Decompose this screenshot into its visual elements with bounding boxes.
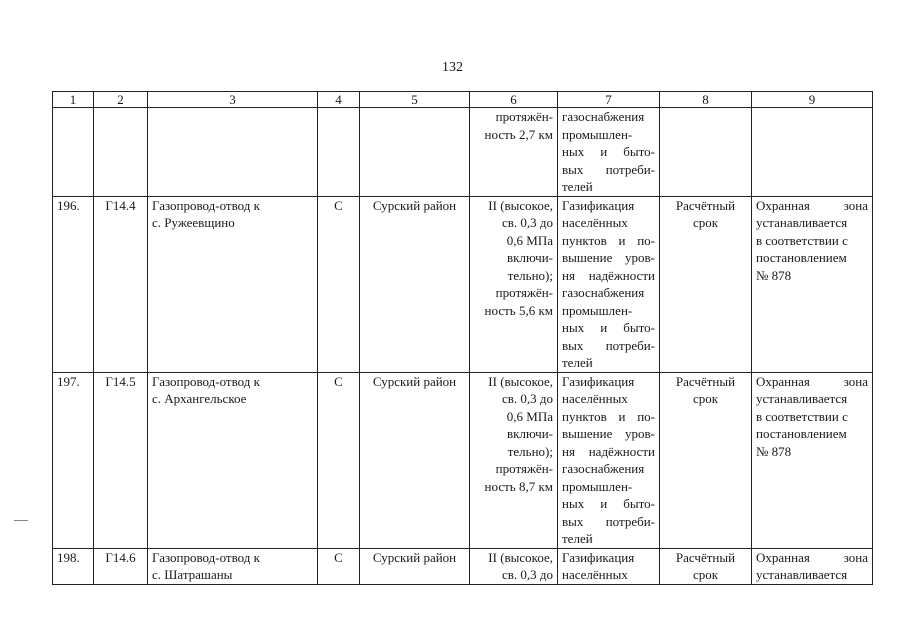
row-district: Сурский район [360, 372, 470, 548]
table-row [53, 548, 873, 584]
purpose-line: пунктов и по- [562, 232, 655, 248]
purpose-line: газоснабжения [562, 461, 645, 476]
purpose-line: населённых [562, 567, 628, 582]
purpose-line: промышлен- [562, 478, 633, 494]
row-type: С [318, 196, 360, 372]
row-district: Сурский район [360, 548, 470, 584]
purpose-line: газоснабжения [562, 285, 645, 300]
purpose-line: ных и быто- [562, 496, 655, 511]
term-line: Расчётный [675, 197, 736, 213]
params-line: протяжён- [495, 461, 553, 476]
purpose-line: Газификация [562, 197, 635, 213]
cont-purpose-line: ных и быто- [562, 144, 655, 159]
cont-purpose-line: газоснабжения [562, 109, 645, 124]
zone-line: в соответствии с [756, 232, 848, 248]
zone-line: постановлением [756, 426, 847, 441]
object-name-line: с. Ружеевщино [152, 215, 235, 230]
params-line: св. 0,3 до [501, 567, 553, 582]
params-line: св. 0,3 до [501, 391, 553, 406]
row-protection-zone [752, 548, 873, 584]
zone-line: № 878 [756, 443, 792, 459]
term-line: срок [692, 215, 719, 230]
params-line: II (высокое, [488, 373, 553, 389]
zone-line: в соответствии с [756, 408, 848, 424]
params-line: тельно); [507, 443, 553, 459]
cont-params-cell [470, 108, 558, 197]
row-code: Г14.6 [94, 548, 148, 584]
row-type: С [318, 372, 360, 548]
term-line: срок [692, 391, 719, 406]
header-col-4: 4 [318, 92, 360, 108]
params-line: 0,6 МПа [506, 232, 553, 248]
params-line: II (высокое, [488, 549, 553, 565]
zone-line: устанавливается [756, 567, 848, 582]
header-col-7: 7 [558, 92, 660, 108]
header-col-1: 1 [53, 92, 94, 108]
object-name-line: с. Архангельское [152, 391, 247, 406]
cont-cell-2 [94, 108, 148, 197]
zone-line: Охранная зона [756, 373, 868, 389]
table-row [53, 196, 873, 372]
row-purpose [558, 196, 660, 372]
object-name-line: Газопровод-отвод к [152, 373, 260, 389]
header-col-3: 3 [148, 92, 318, 108]
row-protection-zone [752, 196, 873, 372]
row-purpose [558, 372, 660, 548]
purpose-line: ня надёжности [562, 267, 655, 283]
cont-cell-3 [148, 108, 318, 197]
purpose-line: вых потреби- [562, 337, 655, 353]
purpose-line: населённых [562, 391, 628, 406]
row-object-name [148, 548, 318, 584]
zone-line: Охранная зона [756, 197, 868, 213]
params-line: ность 5,6 км [484, 302, 553, 318]
purpose-line: вышение уров- [562, 250, 655, 265]
row-term [660, 548, 752, 584]
purpose-line: телей [562, 531, 593, 546]
params-line: включи- [507, 250, 553, 265]
row-number: 196. [53, 196, 94, 372]
purpose-line: ных и быто- [562, 320, 655, 335]
purpose-line: ня надёжности [562, 443, 655, 459]
zone-line: постановлением [756, 250, 847, 265]
row-params [470, 548, 558, 584]
cont-purpose-line: промышлен- [562, 126, 633, 142]
term-line: срок [692, 567, 719, 582]
params-line: св. 0,3 до [501, 215, 553, 230]
scan-mark [14, 520, 28, 521]
row-purpose [558, 548, 660, 584]
row-term [660, 372, 752, 548]
row-term [660, 196, 752, 372]
params-line: включи- [507, 426, 553, 441]
cont-cell-8 [660, 108, 752, 197]
row-type: С [318, 548, 360, 584]
purpose-line: вых потреби- [562, 513, 655, 529]
cont-cell-5 [360, 108, 470, 197]
purpose-line: промышлен- [562, 302, 633, 318]
object-name-line: Газопровод-отвод к [152, 549, 260, 565]
header-row [53, 92, 873, 108]
zone-line: № 878 [756, 267, 792, 283]
header-col-9: 9 [752, 92, 873, 108]
cont-purpose-cell [558, 108, 660, 197]
row-params [470, 196, 558, 372]
gas-pipeline-registry-table [52, 91, 873, 585]
continuation-row [53, 108, 873, 197]
cont-purpose-line: телей [562, 179, 593, 194]
purpose-line: вышение уров- [562, 426, 655, 441]
purpose-line: телей [562, 355, 593, 370]
row-params [470, 372, 558, 548]
term-line: Расчётный [675, 373, 736, 389]
params-line: II (высокое, [488, 197, 553, 213]
zone-line: устанавливается [756, 215, 848, 230]
cont-cell-9 [752, 108, 873, 197]
row-number: 198. [53, 548, 94, 584]
row-protection-zone [752, 372, 873, 548]
object-name-line: с. Шатрашаны [152, 567, 233, 582]
row-object-name [148, 372, 318, 548]
purpose-line: Газификация [562, 373, 635, 389]
row-object-name [148, 196, 318, 372]
cont-purpose-line: вых потреби- [562, 161, 655, 177]
table-row [53, 372, 873, 548]
purpose-line: Газификация [562, 549, 635, 565]
header-col-8: 8 [660, 92, 752, 108]
params-line: протяжён- [495, 285, 553, 300]
purpose-line: пунктов и по- [562, 408, 655, 424]
row-number: 197. [53, 372, 94, 548]
purpose-line: населённых [562, 215, 628, 230]
cont-cell-1 [53, 108, 94, 197]
cont-params-line: ность 2,7 км [484, 126, 553, 142]
header-col-5: 5 [360, 92, 470, 108]
header-col-2: 2 [94, 92, 148, 108]
params-line: ность 8,7 км [484, 478, 553, 494]
cont-params-line: протяжён- [495, 109, 553, 124]
cont-cell-4 [318, 108, 360, 197]
params-line: 0,6 МПа [506, 408, 553, 424]
row-code: Г14.5 [94, 372, 148, 548]
row-district: Сурский район [360, 196, 470, 372]
page-number: 132 [442, 60, 463, 75]
zone-line: устанавливается [756, 391, 848, 406]
row-code: Г14.4 [94, 196, 148, 372]
zone-line: Охранная зона [756, 549, 868, 565]
params-line: тельно); [507, 267, 553, 283]
object-name-line: Газопровод-отвод к [152, 197, 260, 213]
header-col-6: 6 [470, 92, 558, 108]
term-line: Расчётный [675, 549, 736, 565]
